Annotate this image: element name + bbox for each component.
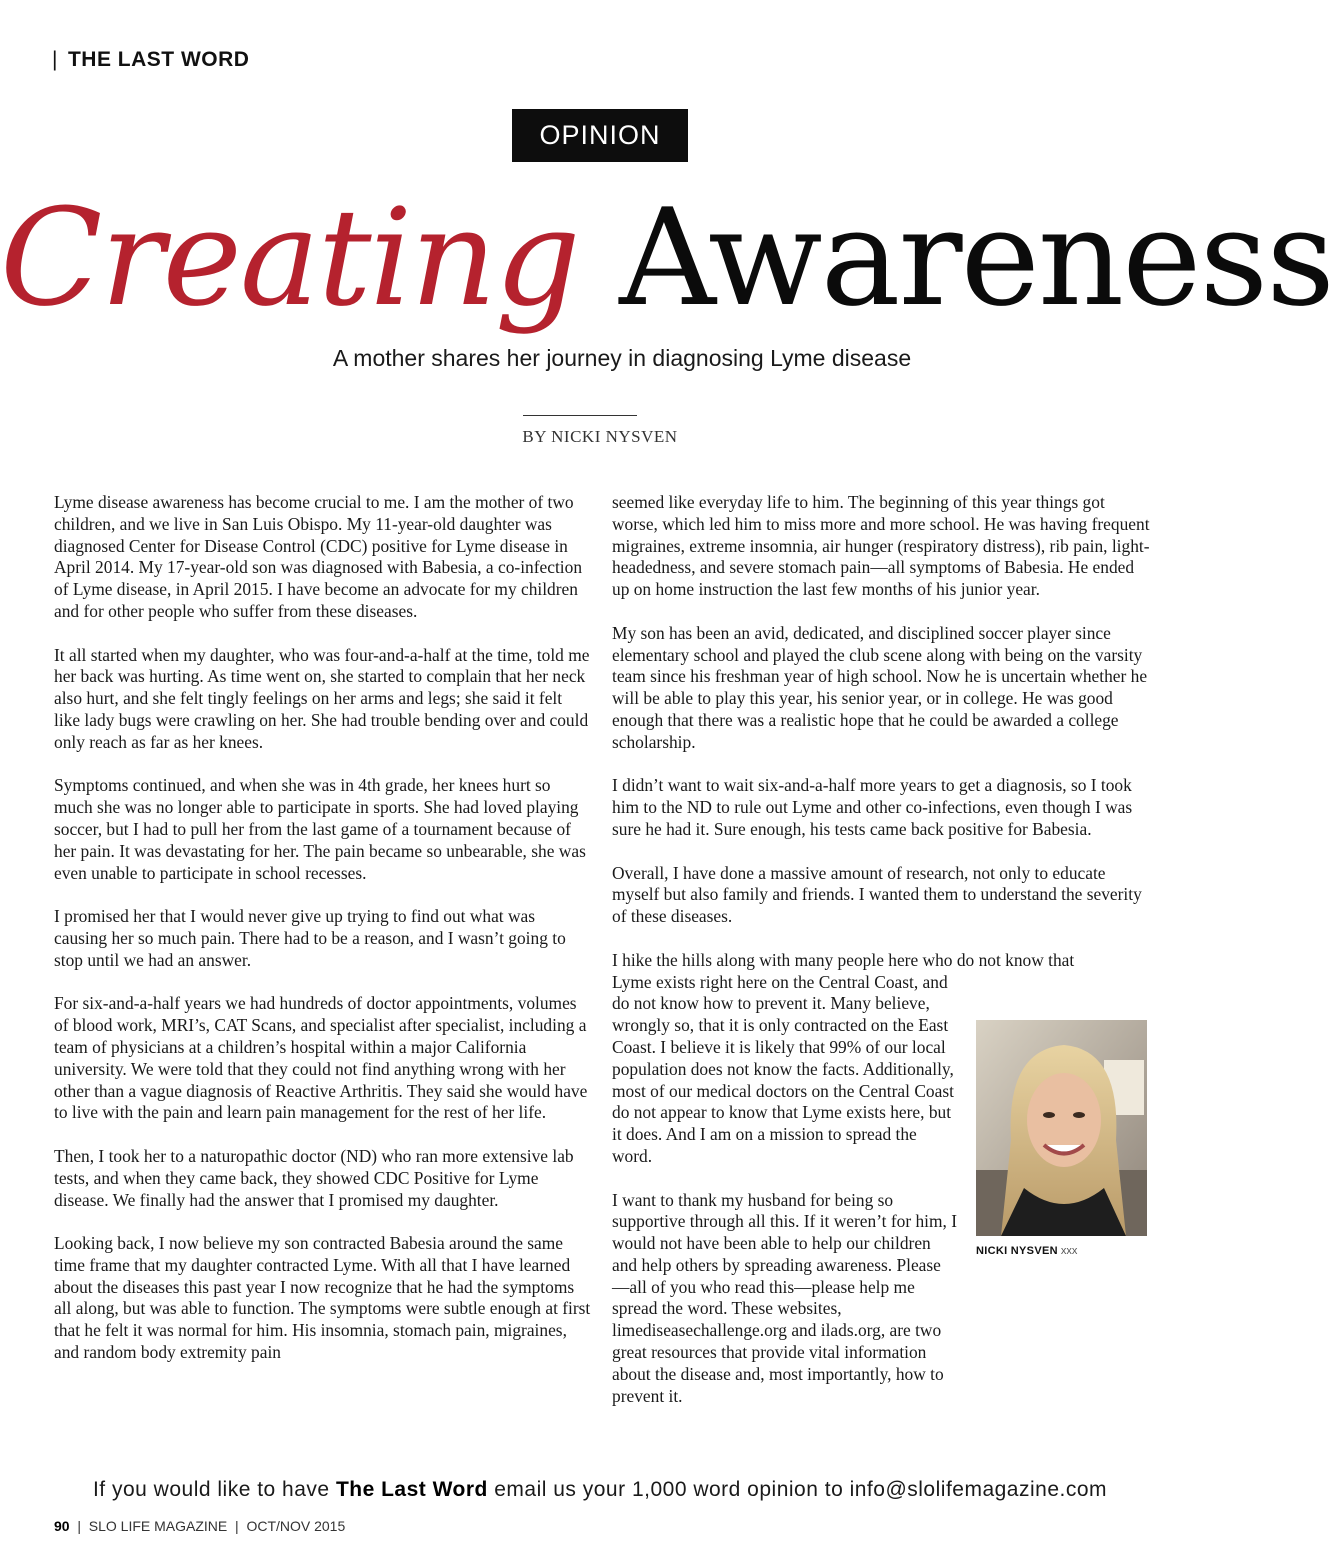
photo-caption xyxy=(976,1245,1077,1257)
cta-text-after: email us your 1,000 word opinion to info@slolifemagazine.com xyxy=(487,1478,1108,1501)
headline-red-word: Creating xyxy=(0,180,579,336)
page-footer xyxy=(54,1518,345,1534)
paragraph: My son has been an avid, dedicated, and disciplined soccer player since elementary school and played the club scene along with being on the varsity team since his freshman year of high school. Now he is uncertain whether he will be able to play this year, his senior year, or in college. He was good enough that there was a realistic hope that he could be awarded a college scholarship. xyxy=(612,622,1148,752)
paragraph: Overall, I have done a massive amount of research, not only to educate myself but also family and friends. I wanted them to understand the severity of these diseases. xyxy=(612,862,1142,927)
section-title: THE LAST WORD xyxy=(67,48,250,71)
paragraph: Symptoms continued, and when she was in 4th grade, her knees hurt so much she was no longer able to participate in sports. She had loved playing soccer, but I had to pull her from the last game of a tournament because of her pain. It was devastating for her. The pain became so unbearable, she was even unable to participate in school recesses. xyxy=(54,775,586,883)
paragraph: I didn’t want to wait six-and-a-half more years to get a diagnosis, so I took him to the ND to rule out Lyme and other co-infections, even though I was sure he had it. Sure enough, his tests came back positive for Babesia. xyxy=(612,775,1133,839)
byline-divider xyxy=(523,415,637,416)
paragraph: I want to thank my husband for being so supportive through all this. If it weren’t for him, I would not have been able to help our children and help others by spreading awareness. Please—all of you who read this—please help me spread the word. These websites, limediseasechallenge.org and ilads.org, are two great resources that provide vital information about the disease and, most importantly, how to prevent it. xyxy=(612,1189,958,1406)
paragraph: Lyme exists right here on the Central Coast, and do not know how to prevent it. Many believe, wrongly so, that it is only contracted on the East Coast. I believe it is likely that 99% of our local population does not know the facts. Additionally, most of our medical doctors on the Central Coast do not appear to know that Lyme exists here, but it does. And I am on a mission to spread the word. xyxy=(612,971,954,1166)
section-label xyxy=(52,48,249,72)
page-number: 90 xyxy=(54,1518,70,1534)
article-column-left xyxy=(54,492,592,1386)
author-portrait-image xyxy=(976,1020,1147,1236)
paragraph: I hike the hills along with many people here who do not know that xyxy=(612,949,1075,970)
call-to-action xyxy=(0,1478,1200,1502)
paragraph: Looking back, I now believe my son contracted Babesia around the same time frame that my daughter contracted Lyme. With all that I have learned about the diseases this past year I now recognize that he had the symptoms all along, but was able to function. The symptoms were subtle enough at first that he felt it was normal for him. His insomnia, stomach pain, migraines, and random body extremity pain xyxy=(54,1233,591,1363)
footer-publication: | SLO LIFE MAGAZINE | OCT/NOV 2015 xyxy=(69,1518,346,1534)
author-photo xyxy=(976,1020,1147,1236)
paragraph: I promised her that I would never give up trying to find out what was causing her so much pain. There had to be a reason, and I wasn’t going to stop until we had an answer. xyxy=(54,906,566,970)
subtitle: A mother shares her journey in diagnosing Lyme disease xyxy=(332,345,912,371)
opinion-badge: OPINION xyxy=(512,109,688,162)
byline: BY NICKI NYSVEN xyxy=(522,427,678,446)
section-bar: | xyxy=(52,48,58,71)
caption-name: NICKI NYSVEN xyxy=(976,1245,1058,1257)
headline-black-word: Awareness xyxy=(619,180,1333,336)
article-column-right xyxy=(612,492,1152,1429)
paragraph: It all started when my daughter, who was four-and-a-half at the time, told me her back was hurting. As time went on, she started to complain that her neck also hurt, and she felt tingly feelings on her arms and legs; she said it felt like lady bugs were crawling on her. She had trouble bending over and could only reach as far as her knees. xyxy=(54,644,590,752)
paragraph: Then, I took her to a naturopathic doctor (ND) who ran more extensive lab tests, and when they came back, they showed CDC Positive for Lyme disease. We finally had the answer that I promised my daughter. xyxy=(54,1145,574,1210)
paragraph: Lyme disease awareness has become crucial to me. I am the mother of two children, and we live in San Luis Obispo. My 11-year-old daughter was diagnosed Center for Disease Control (CDC) positive for Lyme disease in April 2014. My 17-year-old son was diagnosed with Babesia, a co-infection of Lyme disease, in April 2015. I have become an advocate for my children and for other people who suffer from these diseases. xyxy=(54,492,583,621)
paragraph: For six-and-a-half years we had hundreds of doctor appointments, volumes of blood work, MRI’s, CAT Scans, and specialist after specialist, including a team of physicians at a children’s hospital within a major California university. We were told that they could not find anything wrong with her other than a vague diagnosis of Reactive Arthritis. They said she would have to live with the pain and learn pain management for the rest of her life. xyxy=(54,993,588,1123)
cta-bold-text: The Last Word xyxy=(335,1478,488,1501)
cta-text-before: If you would like to have xyxy=(92,1478,336,1501)
paragraph: seemed like everyday life to him. The beginning of this year things got worse, which led him to miss more and more school. He was having frequent migraines, extreme insomnia, air hunger (respiratory distress), rib pain, light-headedness, and severe stomach pain—all symptoms of Babesia. He ended up on home instruction the last few months of his junior year. xyxy=(612,492,1150,600)
caption-suffix: xxx xyxy=(1060,1245,1078,1257)
headline xyxy=(0,178,1333,338)
